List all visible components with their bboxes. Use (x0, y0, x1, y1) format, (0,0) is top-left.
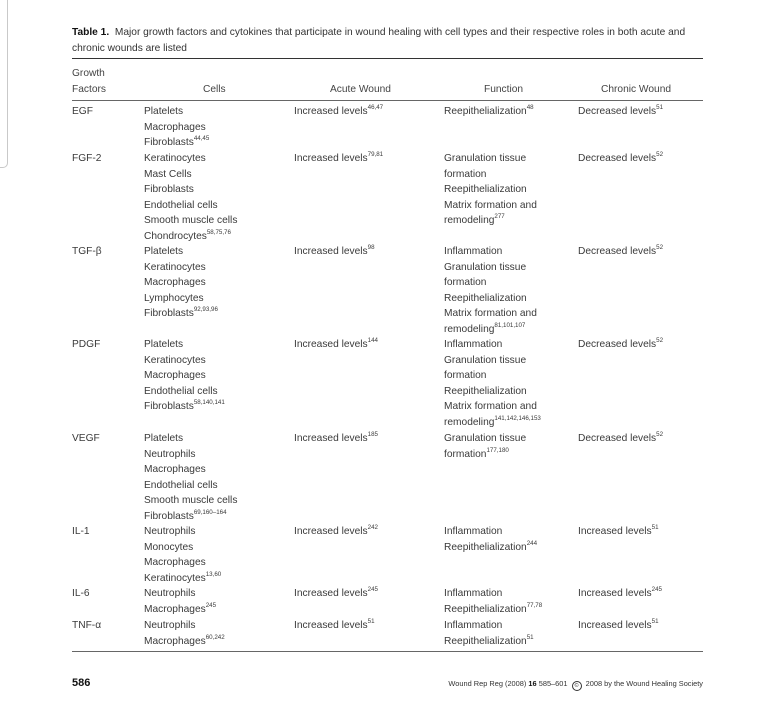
reference-superscript: 44,45 (193, 135, 210, 143)
line-text: Increased levels (294, 153, 368, 164)
reference-superscript: 48 (526, 104, 534, 111)
reference-superscript: 244 (526, 539, 538, 547)
line-text: Increased levels (294, 106, 368, 117)
line-text: Matrix formation and (444, 199, 537, 211)
function-line (444, 182, 537, 198)
line-text: Macrophages (144, 121, 206, 133)
line-text: formation (444, 370, 487, 382)
journal-volume: 16 (528, 679, 537, 688)
reference-superscript: 46,47 (367, 104, 384, 111)
function-line (444, 104, 534, 120)
line-text: Increased levels (294, 246, 368, 257)
chronic-cell (578, 104, 663, 120)
cells-line (144, 213, 237, 229)
acute-cell (294, 586, 378, 602)
line-text: Granulation tissue (444, 433, 527, 444)
function-line (444, 275, 537, 291)
line-text: Monocytes (144, 541, 194, 553)
table-caption-text: Major growth factors and cytokines that participate in wound healing with cell types and their respective roles in both acute and chronic wounds are listed (72, 27, 686, 54)
chronic-cell (578, 244, 663, 260)
line-text: Decreased levels (578, 433, 657, 444)
cells-cell (144, 337, 225, 415)
line-text: Reepithelialization (444, 541, 527, 553)
journal-pages: 585–601 (538, 679, 568, 688)
reference-superscript: 141,142,146,153 (494, 414, 541, 422)
acute-cell (294, 151, 383, 167)
line-text: Reepithelialization (444, 603, 527, 615)
function-cell (444, 151, 537, 229)
function-line (444, 415, 541, 431)
chronic-line (578, 151, 663, 167)
line-text: Platelets (144, 433, 184, 444)
function-line (444, 260, 537, 276)
line-text: Reepithelialization (444, 106, 527, 117)
chronic-line (578, 337, 663, 353)
reference-superscript: 52 (656, 244, 664, 251)
reference-superscript: 52 (656, 151, 664, 158)
line-text: Decreased levels (578, 246, 657, 257)
reference-superscript: 13,60 (205, 570, 222, 578)
reference-superscript: 52 (656, 431, 664, 438)
function-line (444, 213, 537, 229)
chronic-line (578, 524, 659, 540)
cells-line (144, 167, 237, 183)
function-line (444, 291, 537, 307)
function-line (444, 540, 537, 556)
reference-superscript: 51 (651, 618, 659, 625)
table-label: Table 1. (72, 27, 110, 38)
growth-factor-name: TGF-β (72, 246, 102, 257)
cells-line (144, 462, 237, 478)
function-line (444, 618, 534, 634)
line-text: Inflammation (444, 246, 503, 257)
cells-line (144, 555, 221, 571)
line-text: Fibroblasts (144, 401, 194, 413)
growth-factor-name: IL-6 (72, 588, 90, 599)
table-top-rule (72, 58, 703, 59)
line-text: Smooth muscle cells (144, 495, 238, 507)
function-line (444, 244, 537, 260)
reference-superscript: 51 (656, 104, 664, 111)
line-text: Granulation tissue (444, 354, 527, 366)
function-line (444, 306, 537, 322)
acute-line (294, 244, 375, 260)
chronic-cell (578, 586, 662, 602)
line-text: Inflammation (444, 588, 503, 599)
reference-superscript: 185 (367, 431, 378, 438)
function-cell (444, 337, 541, 430)
header-chronic-wound: Chronic Wound (601, 83, 672, 95)
line-text: Fibroblasts (144, 308, 194, 320)
line-text: Keratinocytes (144, 261, 206, 273)
chronic-line (578, 586, 662, 602)
function-line (444, 353, 541, 369)
reference-superscript: 69,160–164 (193, 508, 227, 516)
function-line (444, 524, 537, 540)
function-cell (444, 618, 534, 649)
chronic-line (578, 244, 663, 260)
cells-line (144, 151, 237, 167)
cells-line (144, 509, 237, 525)
cells-cell (144, 151, 237, 244)
line-text: Inflammation (444, 526, 503, 537)
line-text: Increased levels (294, 588, 368, 599)
side-panel-edge (0, 0, 8, 168)
cells-cell (144, 524, 221, 586)
line-text: Neutrophils (144, 526, 196, 537)
header-cells: Cells (203, 83, 226, 95)
reference-superscript: 92,93,96 (193, 306, 218, 314)
line-text: Platelets (144, 246, 184, 257)
line-text: Chondrocytes (144, 230, 207, 242)
cells-line (144, 431, 237, 447)
function-line (444, 586, 542, 602)
line-text: Increased levels (578, 526, 652, 537)
line-text: Fibroblasts (144, 184, 194, 196)
reference-superscript: 51 (526, 633, 534, 641)
reference-superscript: 245 (651, 586, 662, 593)
reference-superscript: 79,81 (367, 151, 384, 158)
line-text: Reepithelialization (444, 635, 527, 647)
acute-cell (294, 524, 378, 540)
journal-name: Wound Rep Reg (2008) (448, 679, 527, 688)
cells-line (144, 540, 221, 556)
acute-line (294, 586, 378, 602)
acute-cell (294, 431, 378, 447)
copyright-text: 2008 by the Wound Healing Society (585, 679, 703, 688)
line-text: Inflammation (444, 339, 503, 350)
chronic-cell (578, 151, 663, 167)
function-line (444, 447, 526, 463)
cells-line (144, 353, 225, 369)
cells-cell (144, 618, 225, 649)
function-line (444, 399, 541, 415)
acute-line (294, 151, 383, 167)
reference-superscript: 245 (367, 586, 378, 593)
line-text: Lymphocytes (144, 292, 204, 304)
function-cell (444, 244, 537, 337)
acute-line (294, 337, 378, 353)
cells-line (144, 337, 225, 353)
chronic-cell (578, 524, 659, 540)
line-text: Reepithelialization (444, 292, 527, 304)
function-line (444, 337, 541, 353)
line-text: Endothelial cells (144, 385, 218, 397)
function-cell (444, 586, 542, 617)
line-text: Matrix formation and (444, 401, 537, 413)
line-text: Platelets (144, 339, 184, 350)
reference-superscript: 242 (367, 524, 378, 531)
function-cell (444, 104, 534, 120)
line-text: Reepithelialization (444, 184, 527, 196)
line-text: Granulation tissue (444, 153, 527, 164)
acute-line (294, 618, 375, 634)
growth-factor-name: EGF (72, 106, 93, 117)
acute-line (294, 524, 378, 540)
line-text: Fibroblasts (144, 510, 194, 522)
line-text: Matrix formation and (444, 308, 537, 320)
header-growth-line1: Growth (72, 68, 105, 79)
line-text: Decreased levels (578, 339, 657, 350)
reference-superscript: 277 (494, 213, 505, 221)
line-text: Keratinocytes (144, 153, 206, 164)
line-text: Endothelial cells (144, 479, 218, 491)
line-text: Platelets (144, 106, 184, 117)
page-number: 586 (72, 677, 91, 689)
reference-superscript: 177,180 (486, 446, 509, 454)
line-text: Increased levels (578, 620, 652, 631)
header-growth-factors (72, 66, 106, 97)
line-text: Macrophages (144, 277, 206, 289)
header-acute-wound: Acute Wound (330, 83, 391, 95)
cells-line (144, 104, 209, 120)
growth-factor-name: TNF-α (72, 620, 102, 631)
line-text: Increased levels (294, 433, 368, 444)
function-line (444, 384, 541, 400)
journal-citation (448, 679, 703, 691)
cells-line (144, 229, 237, 245)
cells-line (144, 493, 237, 509)
table-caption (72, 25, 703, 56)
cells-line (144, 618, 225, 634)
header-growth-line2: Factors (72, 83, 106, 95)
line-text: formation (444, 448, 487, 460)
function-line (444, 167, 537, 183)
acute-cell (294, 104, 383, 120)
cells-line (144, 306, 218, 322)
cells-cell (144, 104, 209, 151)
cells-line (144, 586, 216, 602)
acute-cell (294, 618, 375, 634)
cells-line (144, 399, 225, 415)
line-text: Decreased levels (578, 106, 657, 117)
line-text: formation (444, 277, 487, 289)
cells-line (144, 478, 237, 494)
acute-cell (294, 337, 378, 353)
reference-superscript: 144 (367, 337, 378, 344)
line-text: Mast Cells (144, 168, 192, 180)
line-text: Neutrophils (144, 448, 196, 460)
function-cell (444, 431, 526, 462)
function-line (444, 198, 537, 214)
chronic-line (578, 104, 663, 120)
function-cell (444, 524, 537, 555)
chronic-cell (578, 431, 663, 447)
table-bottom-rule (72, 651, 703, 652)
cells-line (144, 198, 237, 214)
reference-superscript: 98 (367, 244, 375, 251)
line-text: Macrophages (144, 635, 206, 647)
function-line (444, 634, 534, 650)
header-bottom-rule (72, 100, 703, 101)
line-text: Inflammation (444, 620, 503, 631)
reference-superscript: 52 (656, 337, 664, 344)
line-text: Macrophages (144, 603, 206, 615)
cells-line (144, 244, 218, 260)
reference-superscript: 58,75,76 (206, 228, 231, 236)
line-text: remodeling (444, 416, 495, 428)
line-text: formation (444, 168, 487, 180)
reference-superscript: 81,101,107 (494, 321, 526, 329)
chronic-cell (578, 618, 659, 634)
growth-factor-name: IL-1 (72, 526, 90, 537)
reference-superscript: 51 (651, 524, 659, 531)
cells-cell (144, 431, 237, 524)
cells-line (144, 135, 209, 151)
acute-line (294, 431, 378, 447)
cells-line (144, 634, 225, 650)
cells-line (144, 571, 221, 587)
function-line (444, 368, 541, 384)
growth-factor-name: PDGF (72, 339, 101, 350)
function-line (444, 322, 537, 338)
acute-cell (294, 244, 375, 260)
reference-superscript: 77,78 (526, 601, 543, 609)
function-line (444, 602, 542, 618)
line-text: remodeling (444, 323, 495, 335)
line-text: Keratinocytes (144, 572, 206, 584)
function-line (444, 431, 526, 447)
cells-line (144, 291, 218, 307)
line-text: Neutrophils (144, 620, 196, 631)
line-text: remodeling (444, 215, 495, 227)
line-text: Increased levels (294, 526, 368, 537)
cells-line (144, 384, 225, 400)
line-text: Endothelial cells (144, 199, 218, 211)
line-text: Granulation tissue (444, 261, 527, 273)
line-text: Macrophages (144, 464, 206, 476)
line-text: Smooth muscle cells (144, 215, 238, 227)
growth-factor-name: FGF-2 (72, 153, 102, 164)
cells-line (144, 120, 209, 136)
cells-line (144, 447, 237, 463)
line-text: Decreased levels (578, 153, 657, 164)
reference-superscript: 51 (367, 618, 375, 625)
line-text: Reepithelialization (444, 385, 527, 397)
cells-line (144, 368, 225, 384)
header-function: Function (484, 83, 524, 95)
reference-superscript: 245 (205, 601, 217, 609)
reference-superscript: 60,242 (205, 633, 225, 641)
cells-cell (144, 244, 218, 322)
copyright-icon: © (572, 681, 582, 691)
chronic-cell (578, 337, 663, 353)
cells-line (144, 524, 221, 540)
line-text: Fibroblasts (144, 137, 194, 149)
cells-cell (144, 586, 216, 617)
line-text: Increased levels (294, 620, 368, 631)
line-text: Increased levels (294, 339, 368, 350)
line-text: Increased levels (578, 588, 652, 599)
line-text: Keratinocytes (144, 354, 206, 366)
reference-superscript: 58,140,141 (193, 399, 225, 407)
cells-line (144, 275, 218, 291)
chronic-line (578, 618, 659, 634)
cells-line (144, 260, 218, 276)
cells-line (144, 602, 216, 618)
acute-line (294, 104, 383, 120)
line-text: Macrophages (144, 370, 206, 382)
growth-factor-name: VEGF (72, 433, 100, 444)
line-text: Neutrophils (144, 588, 196, 599)
function-line (444, 151, 537, 167)
chronic-line (578, 431, 663, 447)
line-text: Macrophages (144, 557, 206, 569)
cells-line (144, 182, 237, 198)
